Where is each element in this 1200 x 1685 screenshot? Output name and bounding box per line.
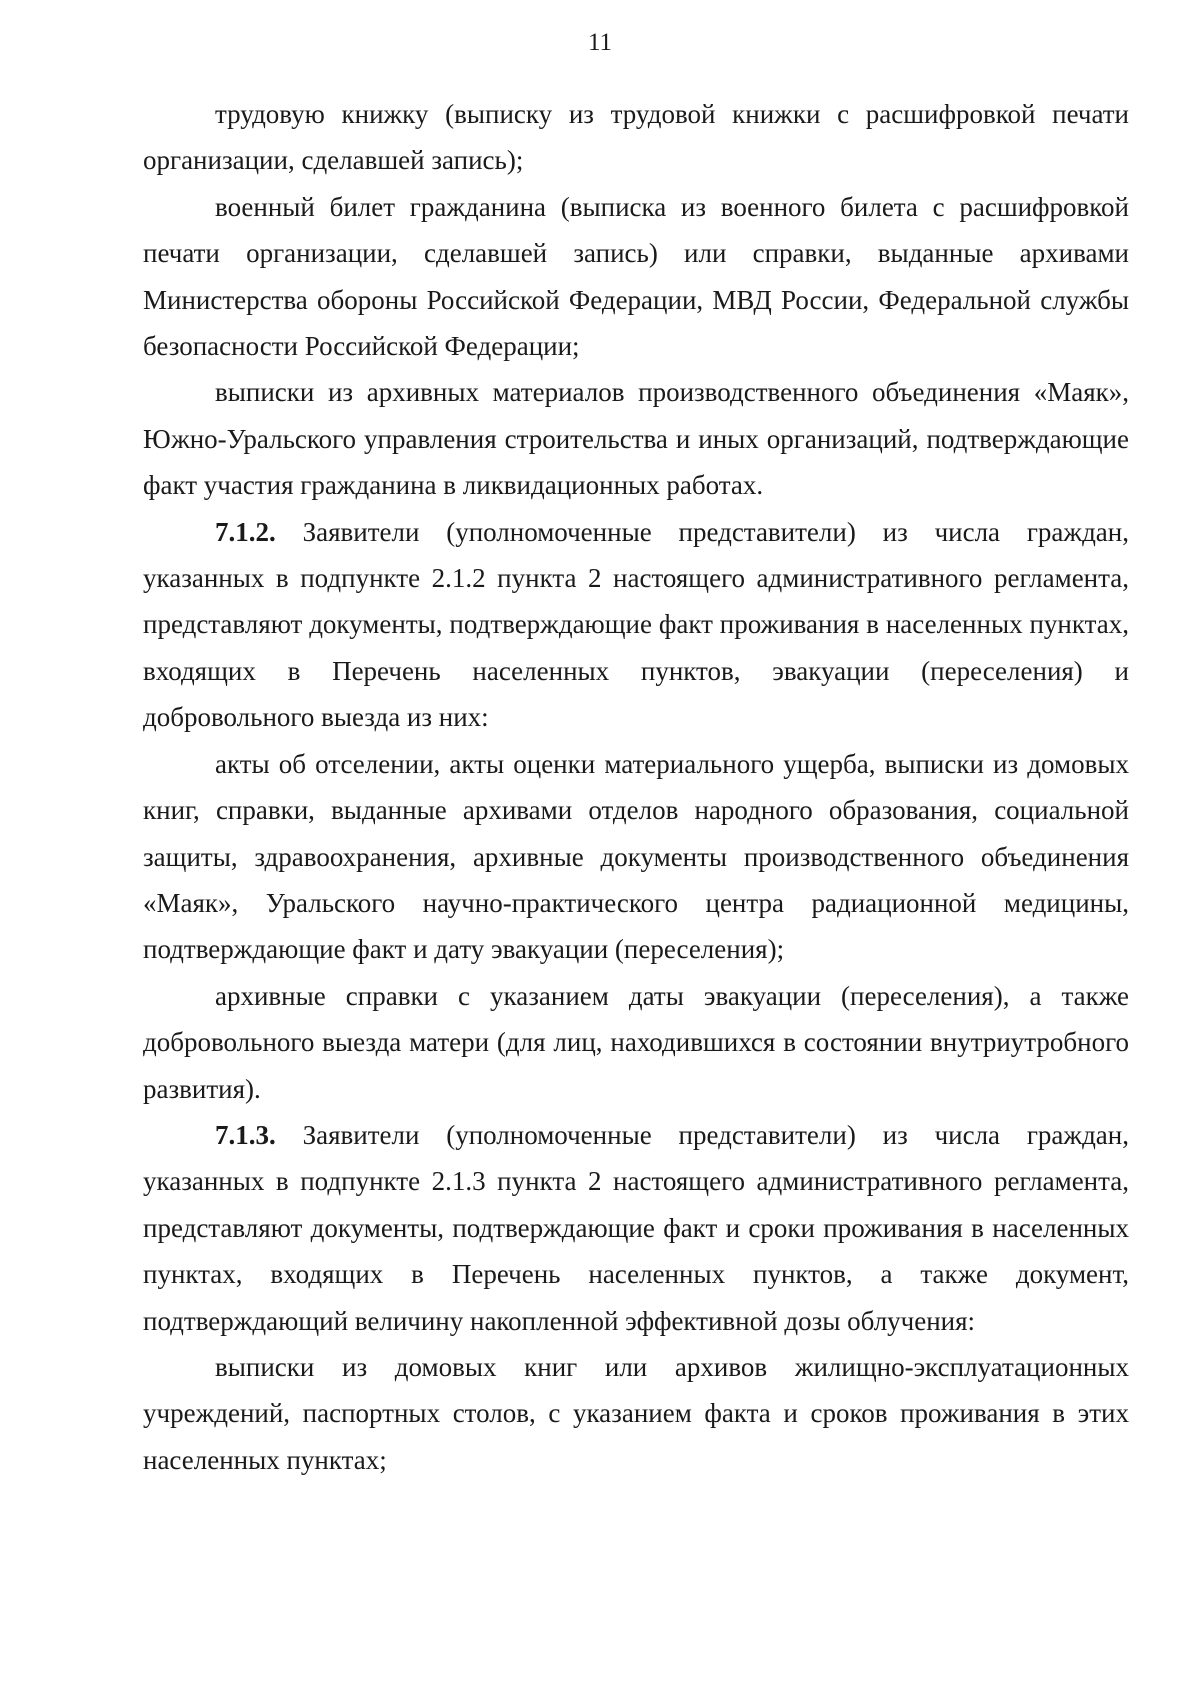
paragraph-text: трудовую книжку (выписку из трудовой книжки с расшифровкой печати организации, сделавшей запись); xyxy=(143,99,1129,176)
page-number: 11 xyxy=(587,29,613,56)
paragraph-archive-certificates xyxy=(143,973,1129,1112)
paragraph-text: Заявители (уполномоченные представители) из числа граждан, указанных в подпункте 2.1.3 пункта 2 настоящего административного регламента, представляют документы, подтверждающие факт и сроки проживания в населенных пунктах, входящих в Перечень населенных пунктов, а также документ, подтверждающий величину накопленной эффективной дозы облучения: xyxy=(143,1119,1129,1336)
paragraph-text: выписки из архивных материалов производственного объединения «Маяк», Южно-Уральского управления строительства и иных организаций, подтверждающие факт участия гражданина в ликвидационных работах. xyxy=(143,377,1129,501)
section-number-7-1-2: 7.1.2. xyxy=(215,516,276,547)
paragraph-archive-extracts xyxy=(143,369,1129,508)
paragraph-military-id xyxy=(143,184,1129,370)
paragraph-house-book-extracts xyxy=(143,1344,1129,1483)
paragraph-text: акты об отселении, акты оценки материального ущерба, выписки из домовых книг, справки, выданные архивами отделов народного образования, социальной защиты, здравоохранения, архивные документы производственного объединения «Маяк», Уральского научно-практического центра радиационной медицины, подтверждающие факт и дату эвакуации (переселения); xyxy=(143,748,1129,965)
paragraph-text: выписки из домовых книг или архивов жилищно-эксплуатационных учреждений, паспортных столов, с указанием факта и сроков проживания в этих населенных пунктах; xyxy=(143,1351,1129,1475)
paragraph-text: архивные справки с указанием даты эвакуации (переселения), а также добровольного выезда матери (для лиц, находившихся в состоянии внутриутробного развития). xyxy=(143,980,1129,1104)
section-number-7-1-3: 7.1.3. xyxy=(215,1119,276,1150)
paragraph-section-7-1-3 xyxy=(143,1112,1129,1344)
paragraph-section-7-1-2 xyxy=(143,509,1129,741)
document-body xyxy=(143,91,1129,1483)
paragraph-text: военный билет гражданина (выписка из военного билета с расшифровкой печати организации, сделавшей запись) или справки, выданные архивами Министерства обороны Российской Федерации, МВД России, Федеральной службы безопасности Российской Федерации; xyxy=(143,191,1129,362)
paragraph-resettlement-acts xyxy=(143,741,1129,973)
paragraph-employment-record xyxy=(143,91,1129,184)
paragraph-text: Заявители (уполномоченные представители) из числа граждан, указанных в подпункте 2.1.2 пункта 2 настоящего административного регламента, представляют документы, подтверждающие факт проживания в населенных пунктах, входящих в Перечень населенных пунктов, эвакуации (переселения) и добровольного выезда из них: xyxy=(143,516,1129,733)
